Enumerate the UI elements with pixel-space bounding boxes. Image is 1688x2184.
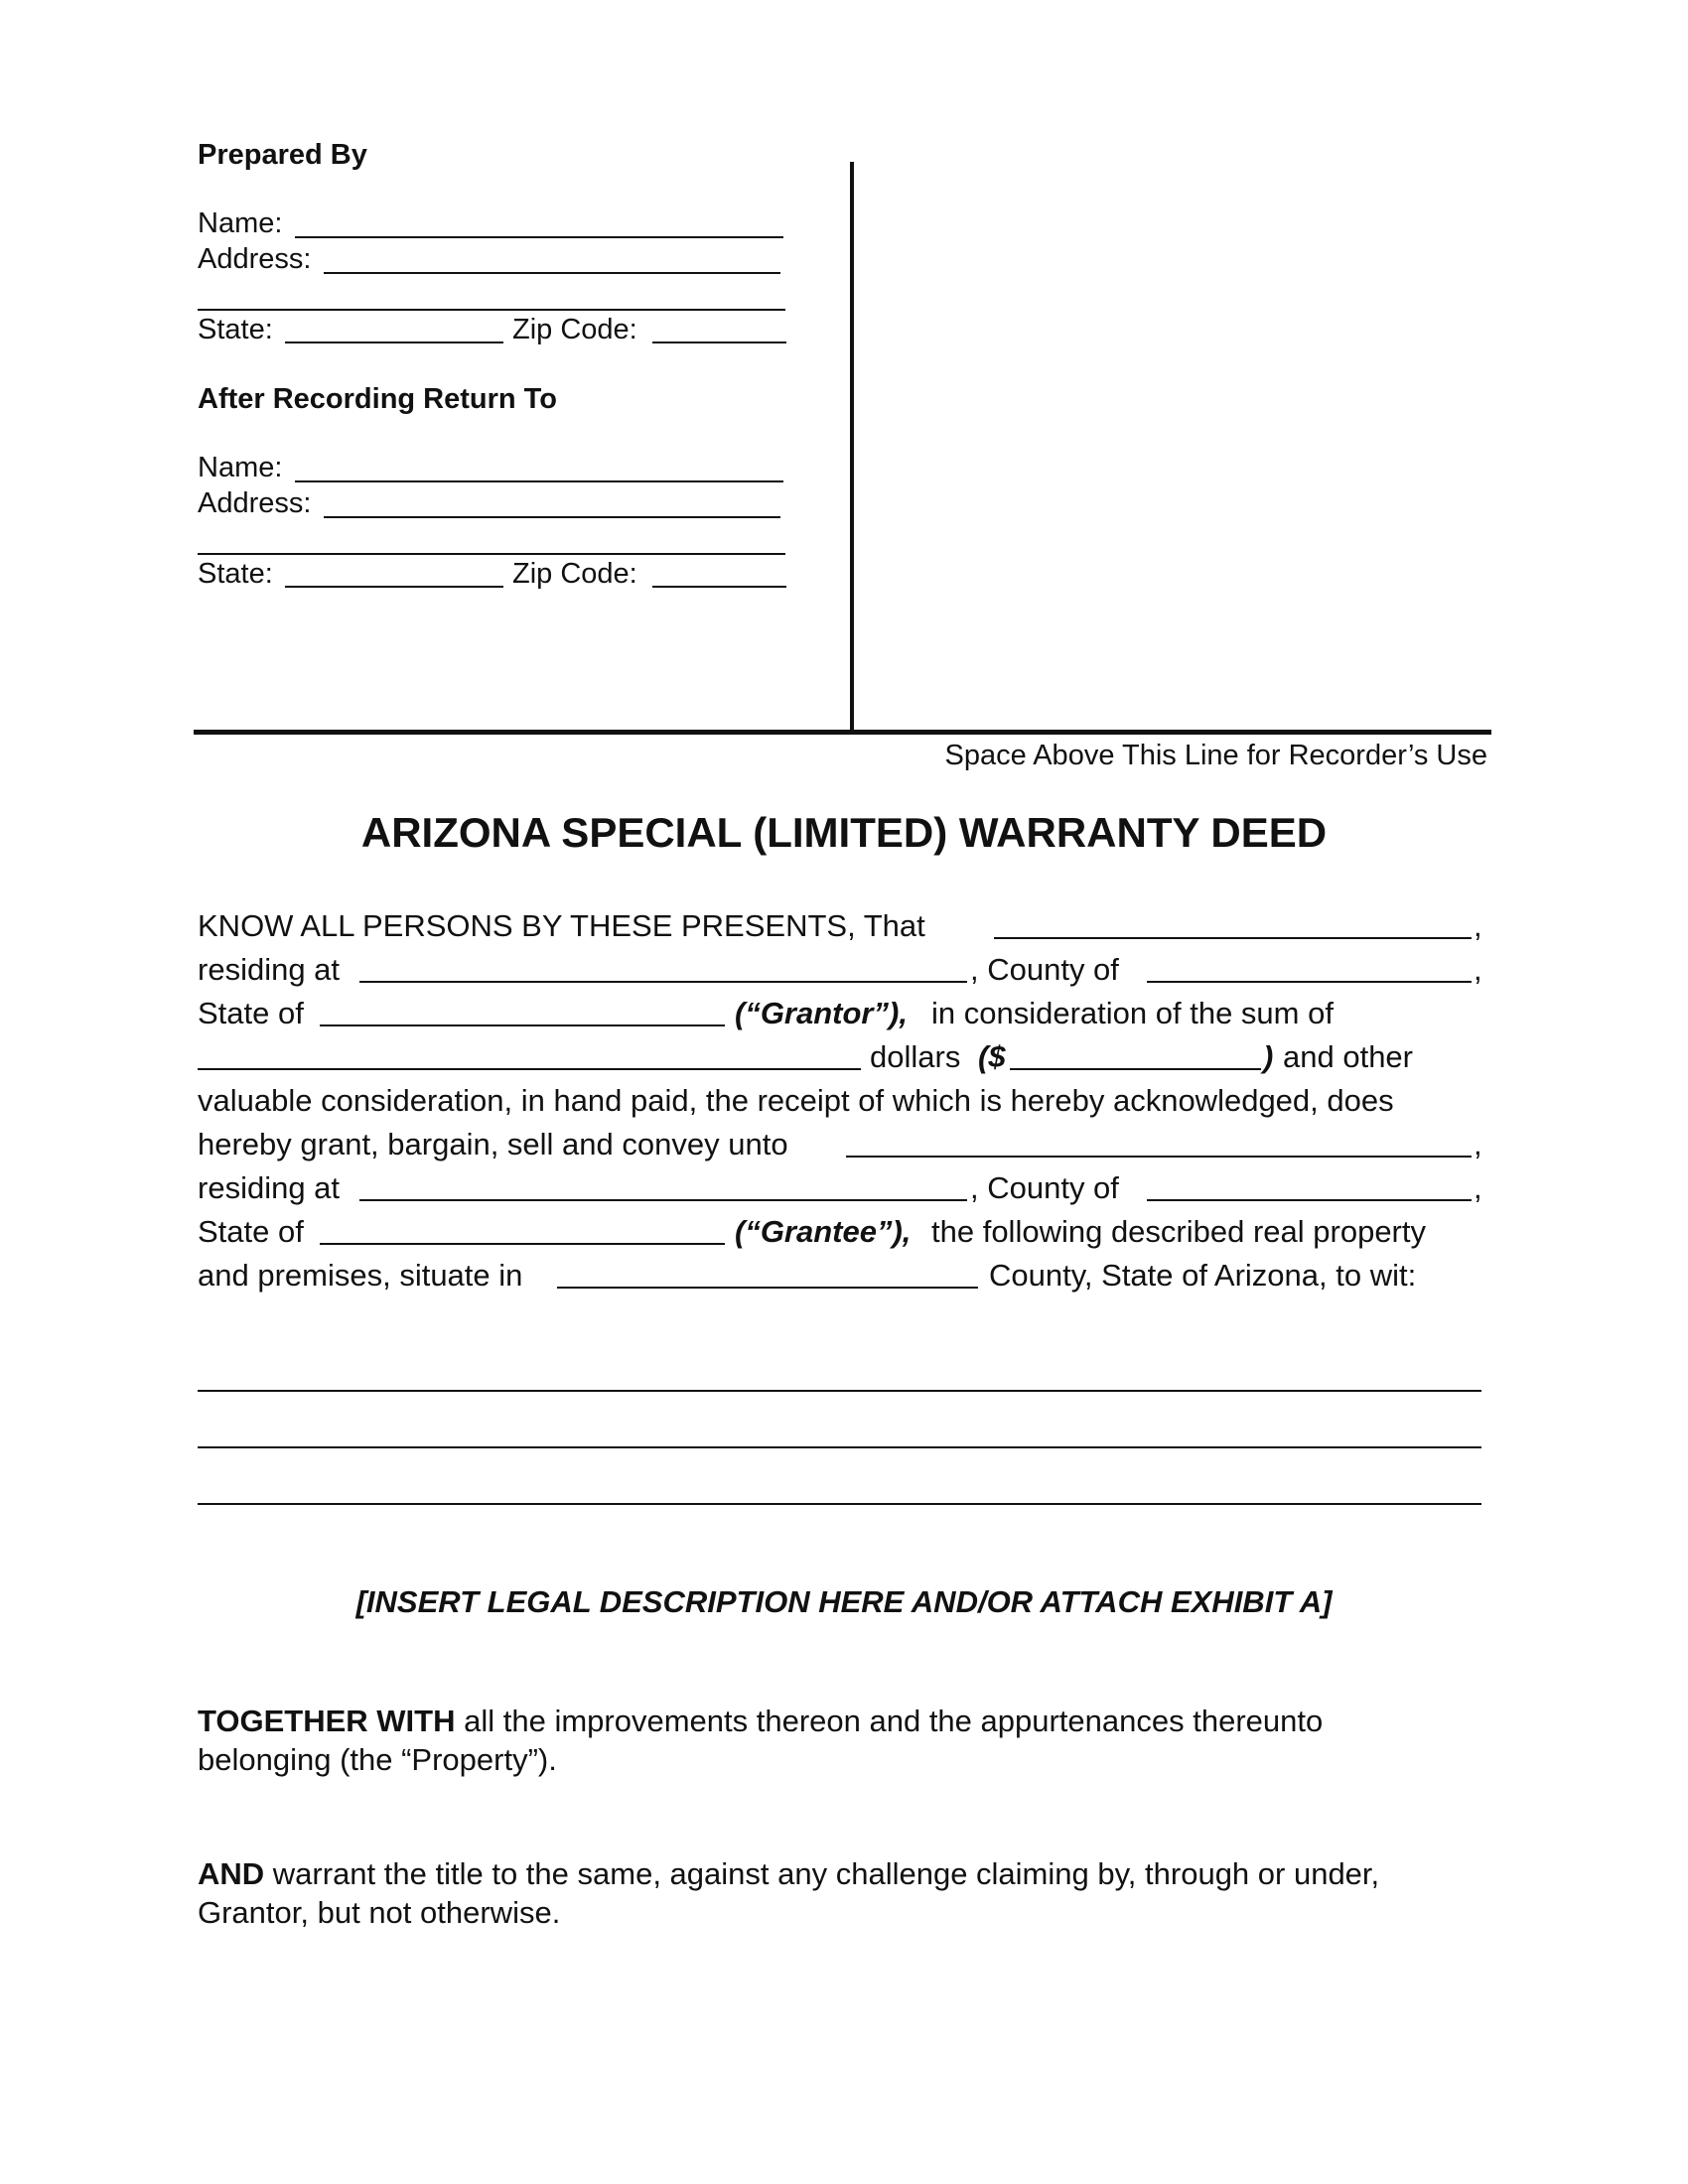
body-line-2-comma: ,: [1474, 952, 1482, 987]
prepared-by-address-label: Address:: [198, 243, 312, 275]
prepared-by-zip-field[interactable]: [652, 341, 786, 343]
return-to-address-field[interactable]: [324, 516, 780, 518]
together-line-2: belonging (the “Property”).: [198, 1742, 557, 1777]
prepared-by-address-field[interactable]: [324, 272, 780, 274]
legal-description-line-2[interactable]: [198, 1446, 1481, 1448]
prepared-by-heading: Prepared By: [198, 139, 367, 171]
return-to-zip-label: Zip Code:: [512, 558, 637, 590]
prepared-by-name-field[interactable]: [295, 236, 783, 238]
grantee-state-field[interactable]: [320, 1243, 725, 1245]
body-line-8-text: the following described real property: [931, 1214, 1426, 1249]
return-to-state-field[interactable]: [285, 586, 503, 588]
grantee-term: (“Grantee”),: [735, 1214, 912, 1249]
prepared-by-name-label: Name:: [198, 207, 283, 239]
property-county-field[interactable]: [557, 1287, 978, 1289]
together-line-1: [198, 1706, 1323, 1736]
prepared-by-zip-label: Zip Code:: [512, 314, 637, 345]
grantor-residing-label: residing at: [198, 952, 341, 987]
return-to-address-label: Address:: [198, 487, 312, 519]
body-line-7-comma: ,: [1474, 1170, 1482, 1205]
dollars-label: dollars: [870, 1039, 961, 1074]
legal-description-placeholder: [INSERT LEGAL DESCRIPTION HERE AND/OR ATTACH EXHIBIT A]: [355, 1584, 1333, 1619]
warrant-line-2: Grantor, but not otherwise.: [198, 1895, 561, 1930]
grantee-county-label: , County of: [970, 1170, 1119, 1205]
grantee-state-label: State of: [198, 1214, 304, 1249]
consideration-words-field[interactable]: [198, 1068, 861, 1070]
and-other-text: and other: [1283, 1039, 1413, 1074]
body-line-9-county-text: County, State of Arizona, to wit:: [989, 1258, 1417, 1293]
body-line-9-text: and premises, situate in: [198, 1258, 523, 1293]
dollar-close: ): [1263, 1039, 1274, 1074]
grantor-county-label: , County of: [970, 952, 1119, 987]
grantor-address-field[interactable]: [359, 981, 967, 983]
warrant-bold: AND: [198, 1856, 265, 1891]
document-title: ARIZONA SPECIAL (LIMITED) WARRANTY DEED: [360, 809, 1328, 856]
prepared-by-address-line-2-field[interactable]: [198, 309, 785, 311]
grantor-state-field[interactable]: [320, 1024, 725, 1026]
return-to-name-label: Name:: [198, 452, 283, 483]
grantee-name-field[interactable]: [846, 1156, 1472, 1158]
prepared-by-state-field[interactable]: [285, 341, 503, 343]
together-line-1-text: all the improvements thereon and the appurtenances thereunto: [464, 1704, 1324, 1738]
prepared-by-state-label: State:: [198, 314, 273, 345]
return-to-heading: After Recording Return To: [198, 383, 557, 415]
return-to-name-field[interactable]: [295, 480, 783, 482]
grantee-residing-label: residing at: [198, 1170, 341, 1205]
grantee-address-field[interactable]: [359, 1199, 967, 1201]
legal-description-line-1[interactable]: [198, 1390, 1481, 1392]
recorder-divider-horizontal: [194, 730, 1491, 735]
grantor-term: (“Grantor”),: [735, 996, 908, 1030]
return-to-state-label: State:: [198, 558, 273, 590]
warrant-line-1-text: warrant the title to the same, against any challenge claiming by, through or under,: [272, 1856, 1380, 1891]
together-bold: TOGETHER WITH: [198, 1704, 456, 1738]
grantor-county-field[interactable]: [1147, 981, 1472, 983]
consideration-amount-field[interactable]: [1010, 1068, 1261, 1070]
grantee-county-field[interactable]: [1147, 1199, 1472, 1201]
recorder-use-note: Space Above This Line for Recorder’s Use: [944, 740, 1487, 771]
body-line-1-text: KNOW ALL PERSONS BY THESE PRESENTS, That: [198, 908, 925, 943]
body-line-6-text: hereby grant, bargain, sell and convey unto: [198, 1127, 788, 1161]
warrant-line-1: [198, 1858, 1379, 1889]
return-to-zip-field[interactable]: [652, 586, 786, 588]
body-line-5-text: valuable consideration, in hand paid, the receipt of which is hereby acknowledged, does: [198, 1083, 1394, 1118]
body-line-1-comma: ,: [1474, 908, 1482, 943]
return-to-address-line-2-field[interactable]: [198, 553, 785, 555]
recorder-divider-vertical: [850, 162, 854, 730]
legal-description-line-3[interactable]: [198, 1503, 1481, 1505]
body-line-6-comma: ,: [1474, 1127, 1482, 1161]
dollar-open: ($: [978, 1039, 1006, 1074]
body-line-3-text: in consideration of the sum of: [931, 996, 1334, 1030]
grantor-state-label: State of: [198, 996, 304, 1030]
grantor-name-field[interactable]: [994, 937, 1472, 939]
